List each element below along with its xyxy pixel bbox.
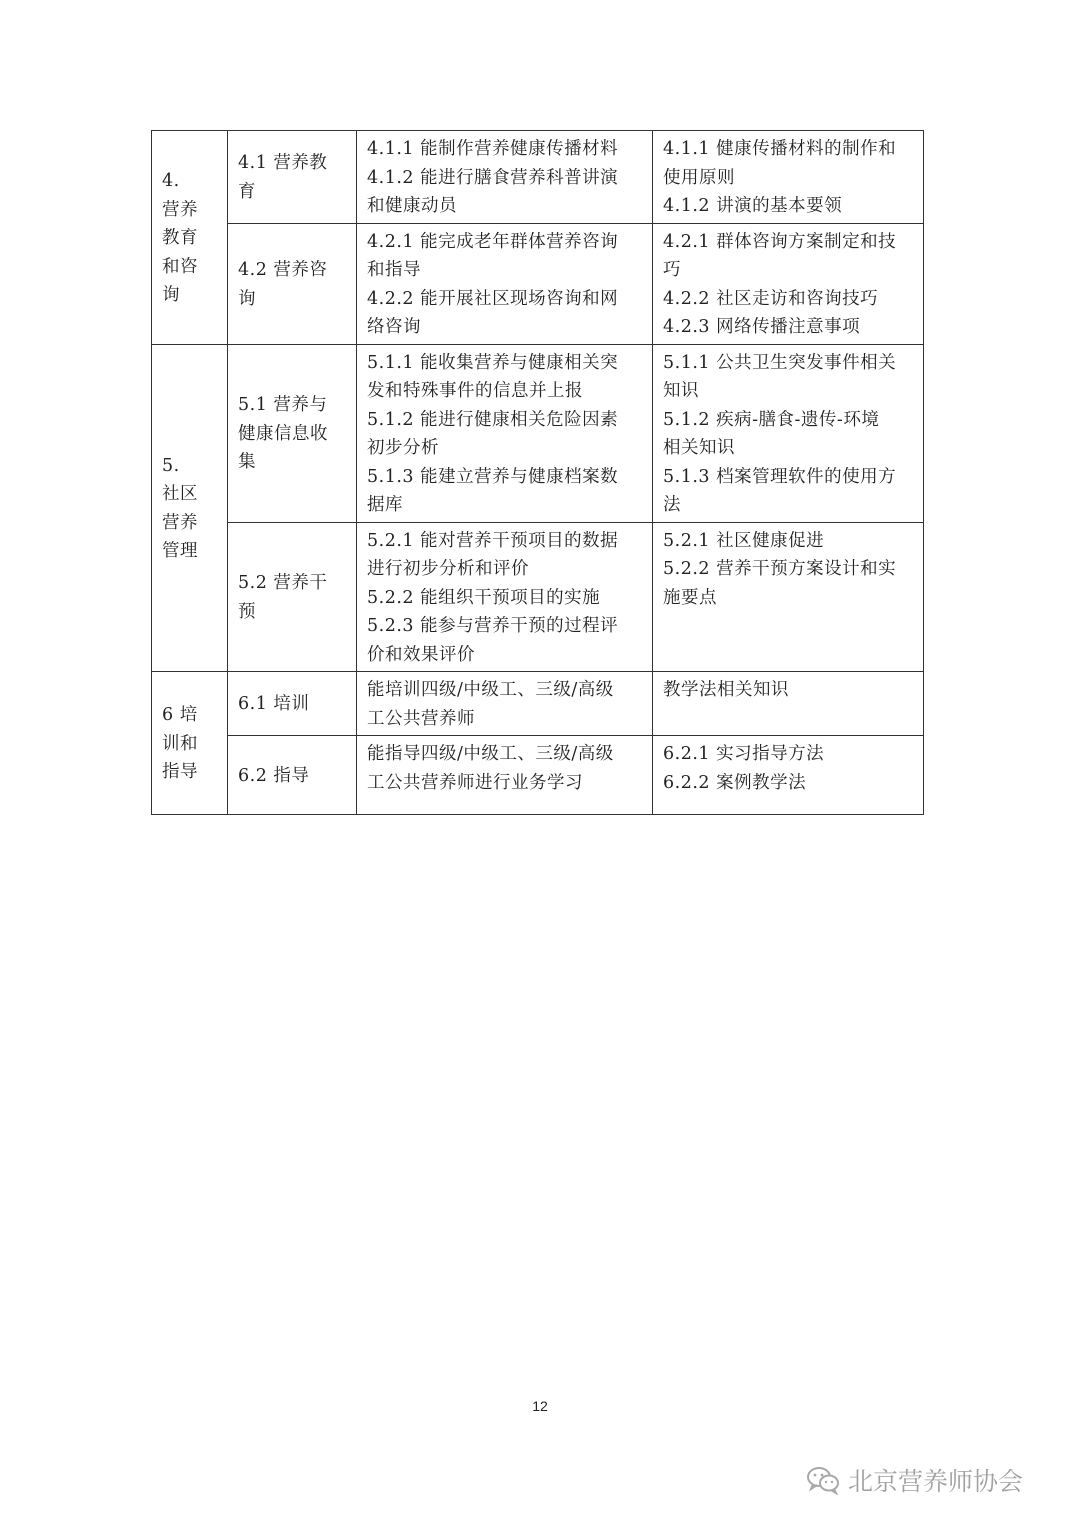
knowledge-cell: 4.1.1 健康传播材料的制作和 使用原则 4.1.2 讲演的基本要领 <box>653 131 924 224</box>
skills-cell: 能指导四级/中级工、三级/高级 工公共营养师进行业务学习 <box>357 736 653 815</box>
watermark <box>806 1458 1023 1502</box>
skills-cell: 能培训四级/中级工、三级/高级 工公共营养师 <box>357 672 653 736</box>
unit-cell: 6.1 培训 <box>228 672 357 736</box>
knowledge-cell: 教学法相关知识 <box>653 672 924 736</box>
table-row <box>152 672 924 736</box>
wechat-icon <box>806 1465 840 1495</box>
category-cell: 6 培 训和 指导 <box>152 672 228 815</box>
knowledge-cell: 5.2.1 社区健康促进 5.2.2 营养干预方案设计和实 施要点 <box>653 522 924 672</box>
table-row <box>152 344 924 522</box>
unit-cell: 5.1 营养与 健康信息收 集 <box>228 344 357 522</box>
knowledge-cell: 5.1.1 公共卫生突发事件相关 知识 5.1.2 疾病-膳食-遗传-环境 相关知识 5.1.3 档案管理软件的使用方 法 <box>653 344 924 522</box>
unit-cell: 4.2 营养咨 询 <box>228 223 357 344</box>
skills-cell: 5.1.1 能收集营养与健康相关突 发和特殊事件的信息并上报 5.1.2 能进行健康相关危险因素 初步分析 5.1.3 能建立营养与健康档案数 据库 <box>357 344 653 522</box>
unit-cell: 4.1 营养教 育 <box>228 131 357 224</box>
knowledge-cell: 4.2.1 群体咨询方案制定和技 巧 4.2.2 社区走访和咨询技巧 4.2.3 网络传播注意事项 <box>653 223 924 344</box>
category-cell: 4. 营养 教育 和咨 询 <box>152 131 228 345</box>
unit-cell: 6.2 指导 <box>228 736 357 815</box>
table-row <box>152 223 924 344</box>
skills-cell: 4.1.1 能制作营养健康传播材料 4.1.2 能进行膳食营养科普讲演 和健康动员 <box>357 131 653 224</box>
skills-cell: 5.2.1 能对营养干预项目的数据 进行初步分析和评价 5.2.2 能组织干预项目的实施 5.2.3 能参与营养干预的过程评 价和效果评价 <box>357 522 653 672</box>
table-row <box>152 522 924 672</box>
skills-cell: 4.2.1 能完成老年群体营养咨询 和指导 4.2.2 能开展社区现场咨询和网 络咨询 <box>357 223 653 344</box>
table-row <box>152 131 924 224</box>
occupational-standard-table <box>151 130 924 815</box>
table-row <box>152 736 924 815</box>
unit-cell: 5.2 营养干 预 <box>228 522 357 672</box>
knowledge-cell: 6.2.1 实习指导方法 6.2.2 案例教学法 <box>653 736 924 815</box>
page-number: 12 <box>532 1398 548 1414</box>
watermark-text: 北京营养师协会 <box>848 1467 1024 1496</box>
category-cell: 5. 社区 营养 管理 <box>152 344 228 672</box>
